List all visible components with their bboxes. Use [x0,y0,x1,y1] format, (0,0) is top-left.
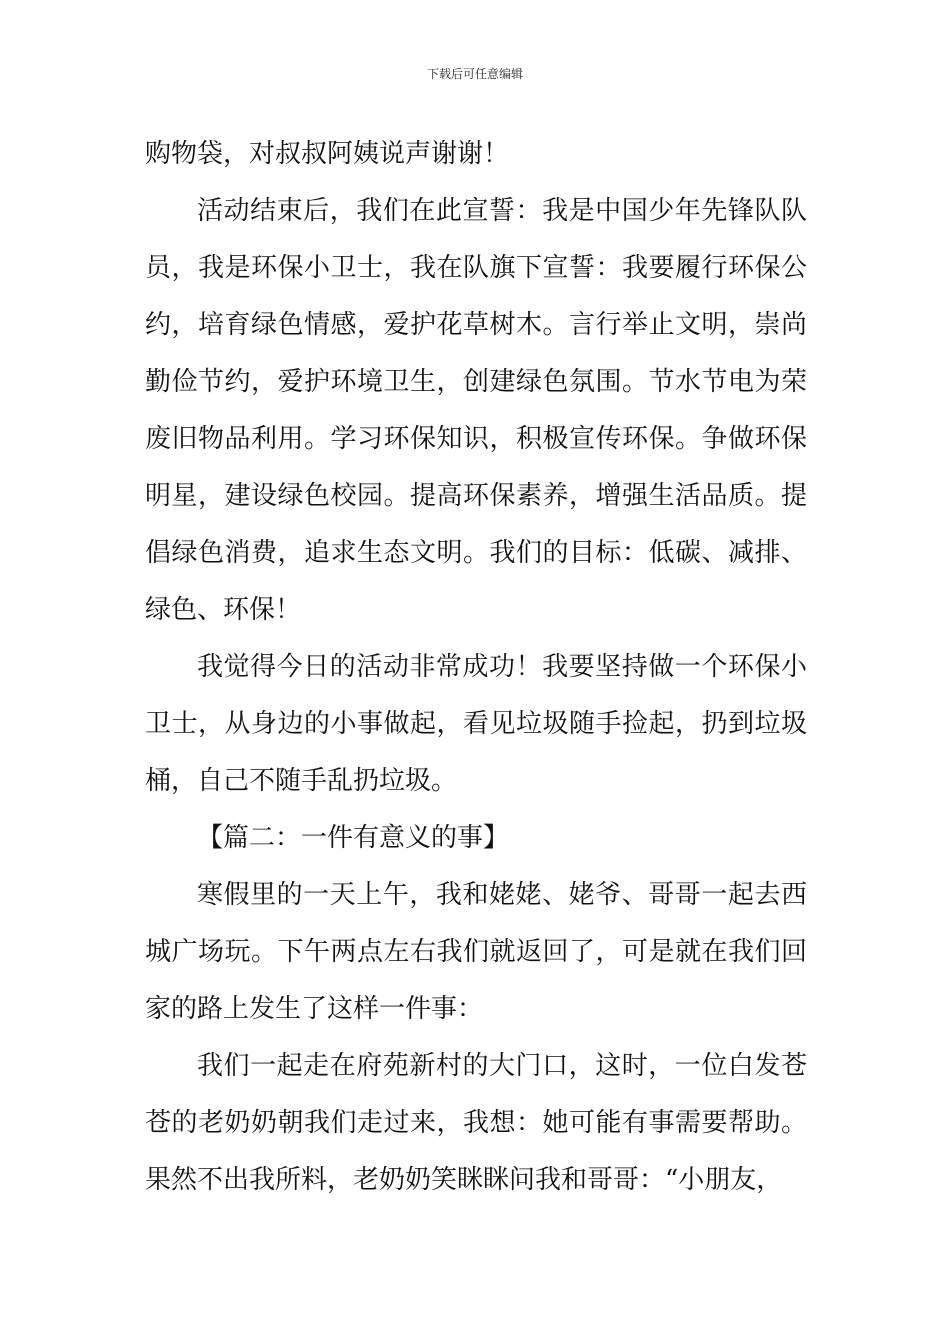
header-note: 下载后可任意编辑 [426,67,523,81]
document-body [145,126,807,1209]
paragraph-2: 活动结束后，我们在此宣誓：我是中国少年先锋队队员，我是环保小卫士，我在队旗下宣誓：我要履行环保公约，培育绿色情感，爱护花草树木。言行举止文明，崇尚勤俭节约，爱护环境卫生，创建绿色氛围。节水节电为荣废旧物品利用。学习环保知识，积极宣传环保。争做环保明星，建设绿色校园。提高环保素养，增强生活品质。提倡绿色消费，追求生态文明。我们的目标：低碳、减排、绿色、环保！ [145,196,807,625]
paragraph-3: 我觉得今日的活动非常成功！我要坚持做一个环保小卫士，从身边的小事做起，看见垃圾随手捡起，扔到垃圾桶，自己不随手乱扔垃圾。 [145,652,807,796]
section-heading: 【篇二：一件有意义的事】 [197,823,510,853]
paragraph-1: 购物袋，对叔叔阿姨说声谢谢！ [145,139,510,169]
paragraph-5: 我们一起走在府苑新村的大门口，这时，一位白发苍苍的老奶奶朝我们走过来，我想：她可能有事需要帮助。果然不出我所料，老奶奶笑眯眯问我和哥哥：“小朋友， [145,1051,807,1195]
paragraph-4: 寒假里的一天上午，我和姥姥、姥爷、哥哥一起去西城广场玩。下午两点左右我们就返回了，可是就在我们回家的路上发生了这样一件事： [145,880,807,1024]
